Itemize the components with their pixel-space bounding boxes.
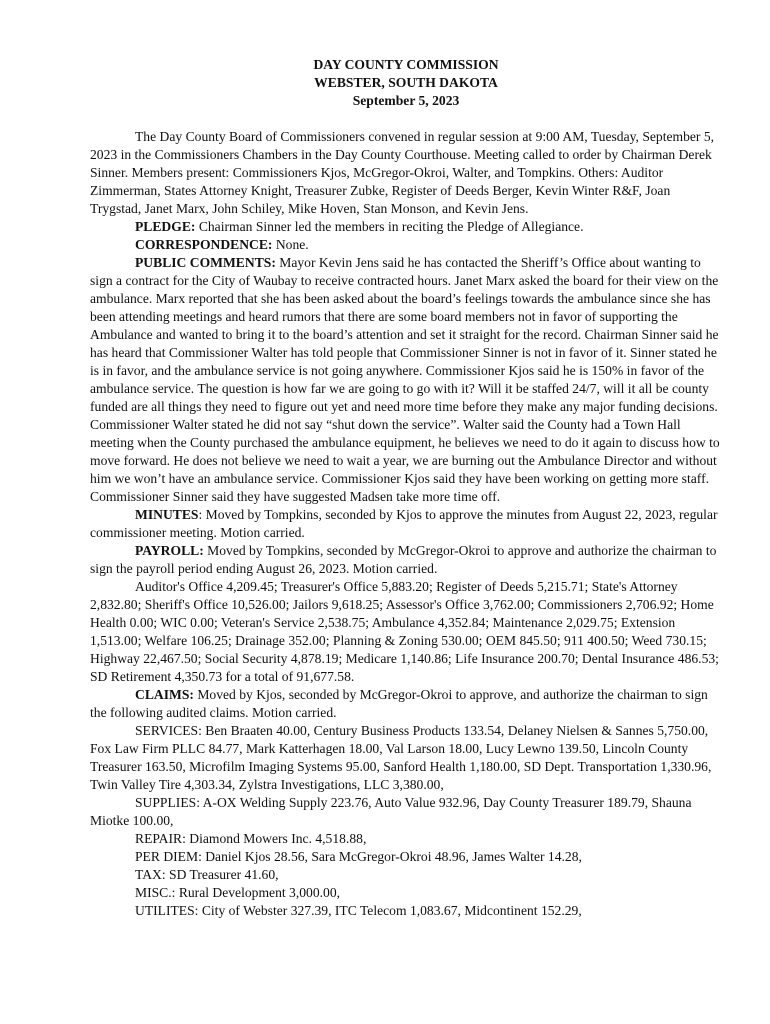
public-comments-text: Mayor Kevin Jens said he has contacted the Sheriff’s Office about wanting to sign a contract for the City of Waubay to receive contracted hours. Janet Marx asked the board for their view on the ambulance. Marx reported that she has been asked about the board’s feelings towards the ambulance since she has been attending meetings and heard rumors that there are some board members not in favor of supporting the Ambulance and wanted to bring it to the board’s attention and set it straight for the record. Chairman Sinner said he has heard that Commissioner Walter has told people that Commissioner Sinner is not in favor of it. Sinner stated he is in favor, and the ambulance service is not going anywhere. Commissioner Kjos said he is 150% in favor of the ambulance service. The question is how far we are going to go with it? Will it be staffed 24/7, will it all be county funded are all things they need to figure out yet and need more time before they make any major funding decisions. Commissioner Walter stated he did not say “shut down the service”. Walter said the County had a Town Hall meeting when the County purchased the ambulance equipment, he believes we need to do it again to discuss how to move forward. He does not believe we need to wait a year, we are burning out the Ambulance Director and without him we won’t have an ambulance service. Commissioner Kjos said they have been working on getting more staff. Commissioner Sinner said they have suggested Madsen take more time off.: [90, 255, 720, 504]
public-comments-paragraph: [90, 254, 722, 506]
pledge-text: Chairman Sinner led the members in reciting the Pledge of Allegiance.: [195, 219, 584, 234]
minutes-text: : Moved by Tompkins, seconded by Kjos to approve the minutes from August 22, 2023, regular commissioner meeting. Motion carried.: [90, 507, 718, 540]
payroll-text: Moved by Tompkins, seconded by McGregor-Okroi to approve and authorize the chairman to sign the payroll period ending August 26, 2023. Motion carried.: [90, 543, 717, 576]
minutes-label: MINUTES: [135, 507, 199, 522]
payroll-label: PAYROLL:: [135, 543, 204, 558]
header-location: WEBSTER, SOUTH DAKOTA: [314, 75, 498, 90]
payroll-paragraph: [90, 542, 722, 578]
header-date: September 5, 2023: [352, 93, 460, 108]
pledge-paragraph: [90, 218, 722, 236]
public-comments-label: PUBLIC COMMENTS:: [135, 255, 276, 270]
intro-paragraph: The Day County Board of Commissioners convened in regular session at 9:00 AM, Tuesday, September 5, 2023 in the Commissioners Chambers in the Day County Courthouse. Meeting called to order by Chairman Derek Sinner. Members present: Commissioners Kjos, McGregor-Okroi, Walter, and Tompkins. Others: Auditor Zimmerman, States Attorney Knight, Treasurer Zubke, Register of Deeds Berger, Kevin Winter R&F, Joan Trygstad, Janet Marx, John Schiley, Mike Hoven, Stan Monson, and Kevin Jens.: [90, 129, 715, 216]
pledge-label: PLEDGE:: [135, 219, 196, 234]
supplies-paragraph: SUPPLIES: A-OX Welding Supply 223.76, Auto Value 932.96, Day County Treasurer 189.79, Shauna Miotke 100.00,: [90, 795, 692, 828]
utilities-line: UTILITES: City of Webster 327.39, ITC Telecom 1,083.67, Midcontinent 152.29,: [135, 903, 582, 918]
correspondence-paragraph: [90, 236, 722, 254]
header-title: DAY COUNTY COMMISSION: [313, 57, 499, 72]
repair-line: REPAIR: Diamond Mowers Inc. 4,518.88,: [135, 831, 367, 846]
document-header: [90, 56, 722, 110]
correspondence-label: CORRESPONDENCE:: [135, 237, 273, 252]
payroll-detail-paragraph: Auditor's Office 4,209.45; Treasurer's Office 5,883.20; Register of Deeds 5,215.71; State's Attorney 2,832.80; Sheriff's Office 10,526.00; Jailors 9,618.25; Assessor's Office 3,762.00; Commissioners 2,706.92; Home Health 0.00; WIC 0.00; Veteran's Service 2,538.75; Ambulance 4,352.84; Maintenance 2,029.75; Extension 1,513.00; Welfare 106.25; Drainage 352.00; Planning & Zoning 530.00; OEM 845.50; 911 400.50; Weed 730.15; Highway 22,467.50; Social Security 4,878.19; Medicare 1,140.86; Life Insurance 200.70; Dental Insurance 486.53; SD Retirement 4,350.73 for a total of 91,677.58.: [90, 579, 719, 684]
claims-label: CLAIMS:: [135, 687, 194, 702]
minutes-paragraph: [90, 506, 722, 542]
claims-paragraph: [90, 686, 722, 722]
tax-line: TAX: SD Treasurer 41.60,: [135, 867, 279, 882]
misc-line: MISC.: Rural Development 3,000.00,: [135, 885, 341, 900]
per-diem-line: PER DIEM: Daniel Kjos 28.56, Sara McGregor-Okroi 48.96, James Walter 14.28,: [135, 849, 582, 864]
claims-text: Moved by Kjos, seconded by McGregor-Okroi to approve, and authorize the chairman to sign the following audited claims. Motion carried.: [90, 687, 708, 720]
correspondence-text: None.: [272, 237, 309, 252]
services-paragraph: SERVICES: Ben Braaten 40.00, Century Business Products 133.54, Delaney Nielsen & Sannes 5,750.00, Fox Law Firm PLLC 84.77, Mark Katterhagen 18.00, Val Larson 18.00, Lucy Lewno 139.50, Lincoln County Treasurer 163.50, Microfilm Imaging Systems 95.00, Sanford Health 1,180.00, SD Dept. Transportation 1,330.96, Twin Valley Tire 4,303.34, Zylstra Investigations, LLC 3,380.00,: [90, 723, 712, 792]
